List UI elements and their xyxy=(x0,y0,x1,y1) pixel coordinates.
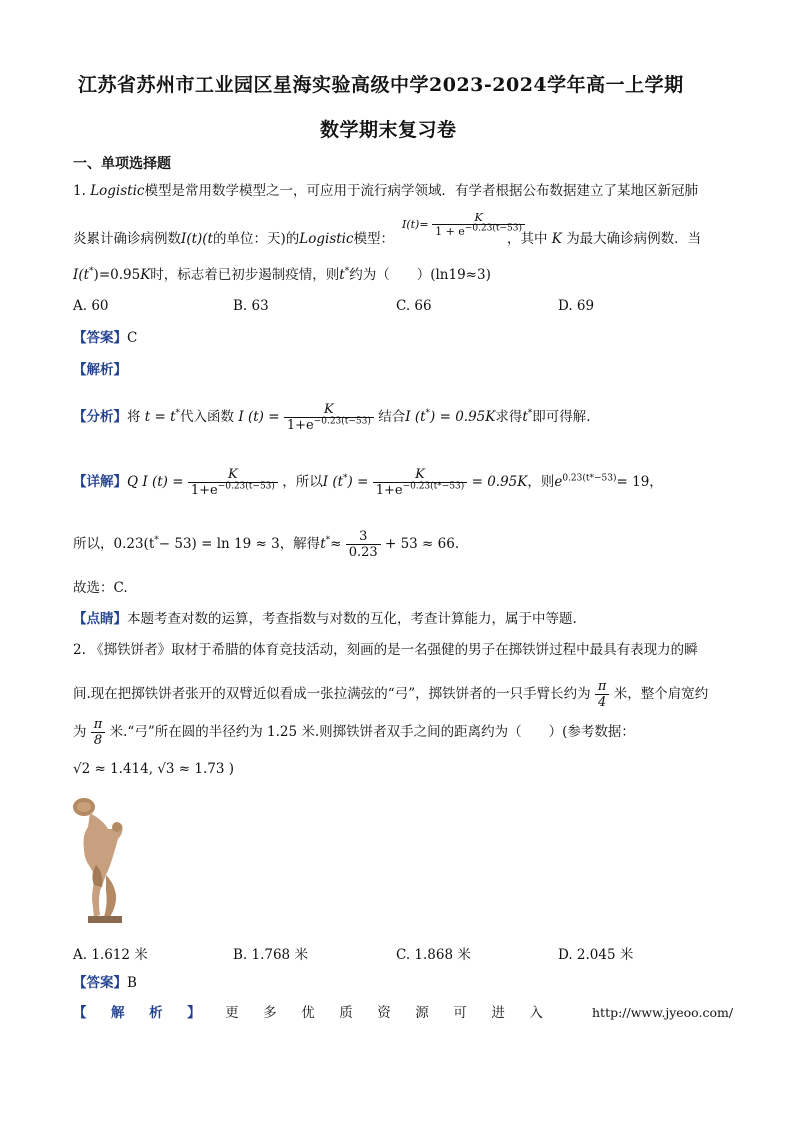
q1-line-2: 炎累计确诊病例数I(t)(t的单位：天)的Logistic模型： xyxy=(73,231,395,247)
footer-char: 质 xyxy=(339,1005,353,1021)
q1-xiangjie: 【详解】Q I (t) = $\frac{K}{1+e^{-0.23(t-53)}}$ ，所以I (t*) = $\frac{K}{1+e^{-0.23(t*-53)}}$ = 0.95K，则$e^{0.23(t*-53)}= 19$， xyxy=(73,467,663,498)
footer-char: 可 xyxy=(453,1005,467,1021)
q1-dianjing: 【点睛】本题考查对数的运算，考查指数与对数的互化，考查计算能力，属于中等题. xyxy=(73,611,577,627)
footer-char: 】 xyxy=(187,1005,201,1021)
footer-char: 资 xyxy=(377,1005,391,1021)
q2-line-2: 间.现在把掷铁饼者张开的双臂近似看成一张拉满弦的“弓”，掷铁饼者的一只手臂长约为 $\frac{\pi}{4}$ 米，整个肩宽约 xyxy=(73,679,709,710)
q2-option-a[interactable]: A. 1.612 米 xyxy=(73,947,148,963)
q2-line-1: 2. 《掷铁饼者》取材于希腊的体育竞技活动，刻画的是一名强健的男子在掷铁饼过程中最具有表现力的瞬 xyxy=(73,642,698,658)
q2-option-d[interactable]: D. 2.045 米 xyxy=(558,947,634,963)
q1-option-b[interactable]: B. 63 xyxy=(233,298,269,314)
q1-analysis-tag: 【解析】 xyxy=(73,362,127,378)
footer-char: 优 xyxy=(301,1005,315,1021)
section-heading: 一、单项选择题 xyxy=(73,156,171,172)
footer-char: 进 xyxy=(491,1005,505,1021)
q1-suoyi: 所以，0.23(t*− 53) = ln 19 ≈ 3，解得t*≈ $\frac{3}{0.23}$ + 53 ≈ 66. xyxy=(73,529,460,560)
footer-watermark-text xyxy=(73,1004,543,1022)
q2-line-3: 为 $\frac{\pi}{8}$ 米.“弓”所在圆的半径约为 1.25 米.则掷铁饼者双手之间的距离约为（ ）(参考数据： xyxy=(73,717,635,748)
q1-line-1: 1. Logistic模型是常用数学模型之一，可应用于流行病学领域．有学者根据公布数据建立了某地区新冠肺 xyxy=(73,183,698,199)
q1-model-formula: I(t)= $\frac{K}{1 + e^{-0.23(t-53)}}$ xyxy=(402,212,525,237)
footer-char: 入 xyxy=(529,1005,543,1021)
q2-option-b[interactable]: B. 1.768 米 xyxy=(233,947,308,963)
footer-char: 【 xyxy=(73,1005,87,1021)
discus-thrower-image xyxy=(70,795,135,925)
q1-option-c[interactable]: C. 66 xyxy=(396,298,432,314)
q1-fenxi: 【分析】将 t = t*代入函数 I (t) = $\frac{K}{1+e^{-0.23(t-53)}}$ 结合I (t*) = 0.95K求得t*即可得解. xyxy=(73,402,591,433)
q1-line-3: I(t*)=0.95K时，标志着已初步遏制疫情，则t*约为（ ）(ln19≈3) xyxy=(73,266,491,283)
footer-char: 析 xyxy=(149,1005,163,1021)
q2-line-4: √2 ≈ 1.414, √3 ≈ 1.73 ) xyxy=(73,761,235,777)
footer-char: 源 xyxy=(415,1005,429,1021)
q2-option-c[interactable]: C. 1.868 米 xyxy=(396,947,471,963)
q1-option-a[interactable]: A. 60 xyxy=(73,298,109,314)
footer-char: 更 xyxy=(225,1005,239,1021)
q2-answer: 【答案】B xyxy=(73,975,137,991)
q1-answer: 【答案】C xyxy=(73,330,138,346)
footer-char: 解 xyxy=(111,1005,125,1021)
footer-url-link[interactable]: http://www.jyeoo.com/ xyxy=(592,1005,734,1020)
title-line-1: 江苏省苏州市工业园区星海实验高级中学2023-2024学年高一上学期 xyxy=(78,74,684,96)
footer-char: 多 xyxy=(263,1005,277,1021)
q1-option-d[interactable]: D. 69 xyxy=(558,298,595,314)
title-line-2: 数学期末复习卷 xyxy=(320,119,457,141)
q1-guxuan: 故选：C. xyxy=(73,580,128,596)
q1-line-2-tail: ，其中 K 为最大确诊病例数．当 xyxy=(507,231,702,247)
